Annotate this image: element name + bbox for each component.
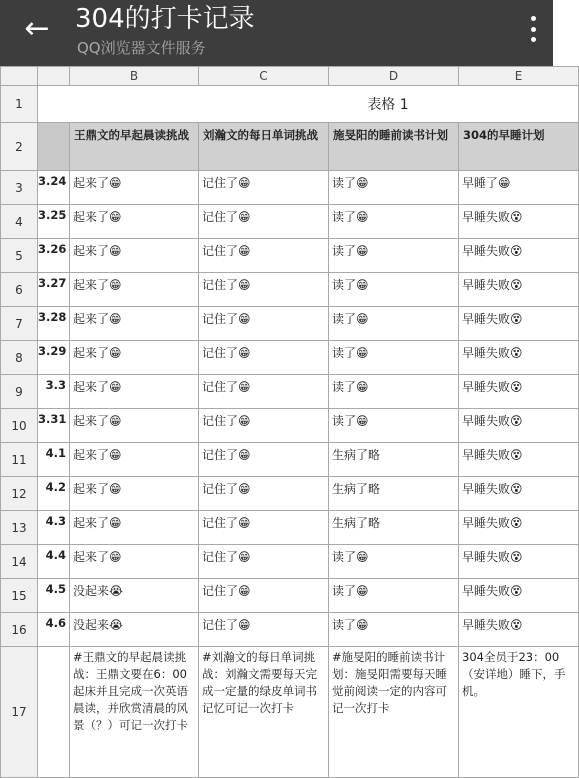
row-header[interactable]: 14 — [1, 545, 38, 579]
status-cell[interactable]: 读了😁 — [329, 239, 459, 273]
date-cell[interactable]: 3.29 — [38, 341, 70, 375]
table-row — [1, 341, 579, 375]
table-row — [1, 477, 579, 511]
status-cell[interactable]: 早睡失败😵 — [459, 375, 579, 409]
header-cell-c[interactable]: 刘瀚文的每日单词挑战 — [199, 123, 329, 171]
table-row — [1, 307, 579, 341]
status-cell[interactable]: 早睡失败😵 — [459, 409, 579, 443]
date-cell[interactable]: 3.24 — [38, 171, 70, 205]
status-cell[interactable]: 读了😁 — [329, 307, 459, 341]
table-row — [1, 205, 579, 239]
status-cell[interactable]: 起来了😁 — [70, 273, 199, 307]
status-cell[interactable]: 早睡失败😵 — [459, 477, 579, 511]
date-cell[interactable]: 3.25 — [38, 205, 70, 239]
table-row — [1, 239, 579, 273]
spreadsheet-view[interactable] — [0, 66, 566, 734]
row-header[interactable]: 7 — [1, 307, 38, 341]
page-title: 304的打卡记录 — [75, 4, 255, 34]
row-header[interactable]: 11 — [1, 443, 38, 477]
table-row — [1, 409, 579, 443]
status-cell[interactable]: 起来了😁 — [70, 307, 199, 341]
overflow-menu-button[interactable] — [529, 16, 537, 42]
status-cell[interactable]: 记住了😁 — [199, 579, 329, 613]
row-header[interactable]: 17 — [1, 647, 38, 778]
row-header[interactable]: 6 — [1, 273, 38, 307]
status-cell[interactable]: 起来了😁 — [70, 375, 199, 409]
status-cell[interactable]: 读了😁 — [329, 171, 459, 205]
status-cell[interactable]: 早睡失败😵 — [459, 273, 579, 307]
note-cell-b[interactable]: #王鼎文的早起晨读挑战：王鼎文要在6：00起床并且完成一次英语晨读，并欣赏清晨的风景（？）可记一次打卡 — [70, 647, 199, 778]
status-cell[interactable]: 记住了😁 — [199, 341, 329, 375]
app-bar — [0, 0, 553, 66]
date-cell[interactable]: 4.5 — [38, 579, 70, 613]
back-button[interactable] — [22, 11, 52, 46]
status-cell[interactable]: 起来了😁 — [70, 409, 199, 443]
status-cell[interactable]: 早睡失败😵 — [459, 341, 579, 375]
status-cell[interactable]: 早睡失败😵 — [459, 579, 579, 613]
status-cell[interactable]: 记住了😁 — [199, 443, 329, 477]
status-cell[interactable]: 生病了略 — [329, 443, 459, 477]
status-cell[interactable]: 读了😁 — [329, 579, 459, 613]
row-header[interactable]: 8 — [1, 341, 38, 375]
status-cell[interactable]: 起来了😁 — [70, 341, 199, 375]
table-row — [1, 545, 579, 579]
status-cell[interactable]: 起来了😁 — [70, 443, 199, 477]
date-cell[interactable]: 3.28 — [38, 307, 70, 341]
status-cell[interactable]: 记住了😁 — [199, 375, 329, 409]
status-cell[interactable]: 起来了😁 — [70, 239, 199, 273]
column-header-d[interactable]: D — [329, 67, 459, 86]
row-header[interactable]: 1 — [1, 86, 38, 123]
more-vertical-icon — [531, 16, 536, 21]
row-header[interactable]: 9 — [1, 375, 38, 409]
page-subtitle: QQ浏览器文件服务 — [77, 39, 206, 57]
note-cell-d[interactable]: #施旻阳的睡前读书计划：施旻阳需要每天睡觉前阅读一定的内容可记一次打卡 — [329, 647, 459, 778]
status-cell[interactable]: 早睡失败😵 — [459, 613, 579, 647]
column-header-a[interactable] — [38, 67, 70, 86]
spreadsheet-table — [0, 66, 579, 778]
status-cell[interactable]: 起来了😁 — [70, 545, 199, 579]
status-cell[interactable]: 没起来😭 — [70, 613, 199, 647]
date-cell[interactable]: 3.27 — [38, 273, 70, 307]
status-cell[interactable]: 记住了😁 — [199, 477, 329, 511]
header-cell-b[interactable]: 王鼎文的早起晨读挑战 — [70, 123, 199, 171]
status-cell[interactable]: 记住了😁 — [199, 307, 329, 341]
status-cell[interactable]: 记住了😁 — [199, 239, 329, 273]
status-cell[interactable]: 起来了😁 — [70, 205, 199, 239]
table-row — [1, 613, 579, 647]
header-cell-d[interactable]: 施旻阳的睡前读书计划 — [329, 123, 459, 171]
status-cell[interactable]: 早睡失败😵 — [459, 205, 579, 239]
status-cell[interactable]: 记住了😁 — [199, 613, 329, 647]
status-cell[interactable]: 记住了😁 — [199, 511, 329, 545]
status-cell[interactable]: 读了😁 — [329, 341, 459, 375]
status-cell[interactable]: 早睡失败😵 — [459, 545, 579, 579]
status-cell[interactable]: 早睡失败😵 — [459, 511, 579, 545]
status-cell[interactable]: 生病了略 — [329, 511, 459, 545]
status-cell[interactable]: 没起来😭 — [70, 579, 199, 613]
status-cell[interactable]: 读了😁 — [329, 375, 459, 409]
table-row — [1, 171, 579, 205]
status-cell[interactable]: 记住了😁 — [199, 205, 329, 239]
date-cell[interactable]: 4.1 — [38, 443, 70, 477]
row-header[interactable]: 12 — [1, 477, 38, 511]
date-cell[interactable]: 4.3 — [38, 511, 70, 545]
status-cell[interactable]: 读了😁 — [329, 409, 459, 443]
row-header[interactable]: 15 — [1, 579, 38, 613]
status-cell[interactable]: 记住了😁 — [199, 409, 329, 443]
table-row — [1, 443, 579, 477]
status-cell[interactable]: 记住了😁 — [199, 273, 329, 307]
note-cell-c[interactable]: #刘瀚文的每日单词挑战：刘瀚文需要每天完成一定量的绿皮单词书记忆可记一次打卡 — [199, 647, 329, 778]
row-header[interactable]: 3 — [1, 171, 38, 205]
column-header-b[interactable]: B — [70, 67, 199, 86]
status-cell[interactable]: 早睡了😁 — [459, 171, 579, 205]
status-cell[interactable]: 起来了😁 — [70, 477, 199, 511]
status-cell[interactable]: 记住了😁 — [199, 171, 329, 205]
row-header[interactable]: 2 — [1, 123, 38, 171]
date-cell[interactable]: 4.4 — [38, 545, 70, 579]
note-cell-e[interactable]: 304全员于23：00（安详地）睡下，手机。 — [459, 647, 579, 778]
note-cell-a[interactable] — [38, 647, 70, 778]
status-cell[interactable]: 读了😁 — [329, 273, 459, 307]
row-header[interactable]: 13 — [1, 511, 38, 545]
status-cell[interactable]: 记住了😁 — [199, 545, 329, 579]
corner-cell[interactable] — [1, 67, 38, 86]
date-cell[interactable]: 4.6 — [38, 613, 70, 647]
status-cell[interactable]: 读了😁 — [329, 545, 459, 579]
date-cell[interactable]: 3.3 — [38, 375, 70, 409]
date-cell[interactable]: 3.31 — [38, 409, 70, 443]
status-cell[interactable]: 读了😁 — [329, 613, 459, 647]
header-cell-e[interactable]: 304的早睡计划 — [459, 123, 579, 171]
row-header[interactable]: 16 — [1, 613, 38, 647]
status-cell[interactable]: 早睡失败😵 — [459, 443, 579, 477]
date-cell[interactable]: 3.26 — [38, 239, 70, 273]
column-header-c[interactable]: C — [199, 67, 329, 86]
status-cell[interactable]: 早睡失败😵 — [459, 239, 579, 273]
date-cell[interactable]: 4.2 — [38, 477, 70, 511]
status-cell[interactable]: 生病了略 — [329, 477, 459, 511]
column-header-e[interactable]: E — [459, 67, 579, 86]
arrow-left-icon: ← — [24, 11, 50, 46]
table-title-cell[interactable]: 表格 1 — [38, 86, 579, 123]
row-header[interactable]: 5 — [1, 239, 38, 273]
table-row — [1, 273, 579, 307]
status-cell[interactable]: 读了😁 — [329, 205, 459, 239]
status-cell[interactable]: 早睡失败😵 — [459, 307, 579, 341]
table-row — [1, 375, 579, 409]
status-cell[interactable]: 起来了😁 — [70, 511, 199, 545]
table-row — [1, 511, 579, 545]
table-row — [1, 579, 579, 613]
header-cell-a[interactable] — [38, 123, 70, 171]
row-header[interactable]: 4 — [1, 205, 38, 239]
status-cell[interactable]: 起来了😁 — [70, 171, 199, 205]
row-header[interactable]: 10 — [1, 409, 38, 443]
